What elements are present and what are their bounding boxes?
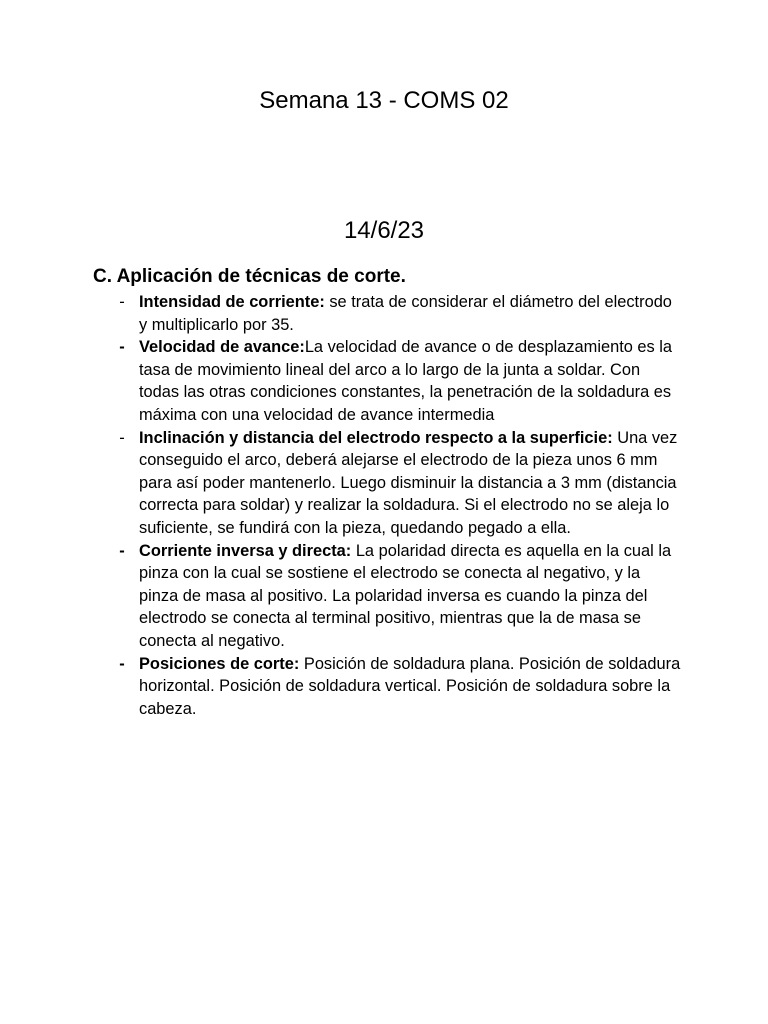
list-item-inclinacion [0, 427, 681, 540]
list-bullet: - [119, 338, 125, 357]
item-label: Corriente inversa y directa: [139, 541, 352, 560]
item-text: La velocidad de avance o de desplazamiento es la tasa de movimiento lineal del arco a lo largo de la junta a soldar. Con todas las otras condiciones constantes, la penetración de la soldadura es máxima con una velocidad de avance intermedia [139, 338, 673, 424]
item-text: La polaridad directa es aquella en la cual la pinza con la cual se sostiene el electrodo se conecta al negativo, y la pinza de masa al positivo. La polaridad inversa es cuando la pinza del electrodo se conecta al terminal positivo, mientras que la de masa se conecta al negativo. [139, 541, 672, 650]
item-label: Velocidad de avance: [139, 338, 305, 357]
list-item-corriente [0, 540, 681, 653]
item-label: Intensidad de corriente: [139, 293, 325, 311]
list-item-velocidad [0, 336, 681, 426]
item-label: Posiciones de corte: [139, 654, 300, 673]
list-item-intensidad [0, 291, 681, 336]
document-date: 14/6/23 [343, 217, 425, 244]
list-bullet: - [119, 541, 125, 560]
item-text: Una vez conseguido el arco, deberá alejarse el electrodo de la pieza unos 6 mm para así poder mantenerlo. Luego disminuir la distancia a 3 mm (distancia correcta para soldar) y realizar la soldadura. Si el electrodo no se aleja lo suficiente, se fundirá con la pieza, quedando pegado a ella. [139, 428, 678, 537]
technique-list [0, 291, 768, 720]
list-item-posiciones [0, 653, 681, 721]
section-heading: C. Aplicación de técnicas de corte. [93, 266, 406, 287]
item-label: Inclinación y distancia del electrodo respecto a la superficie: [139, 428, 613, 447]
item-text: se trata de considerar el diámetro del electrodo y multiplicarlo por 35. [139, 293, 672, 334]
list-bullet: - [119, 428, 125, 447]
list-bullet: - [119, 293, 125, 311]
item-text: Posición de soldadura plana. Posición de soldadura horizontal. Posición de soldadura vertical. Posición de soldadura sobre la cabeza. [139, 654, 681, 718]
list-bullet: - [119, 654, 125, 673]
document-title: Semana 13 - COMS 02 [259, 87, 509, 114]
